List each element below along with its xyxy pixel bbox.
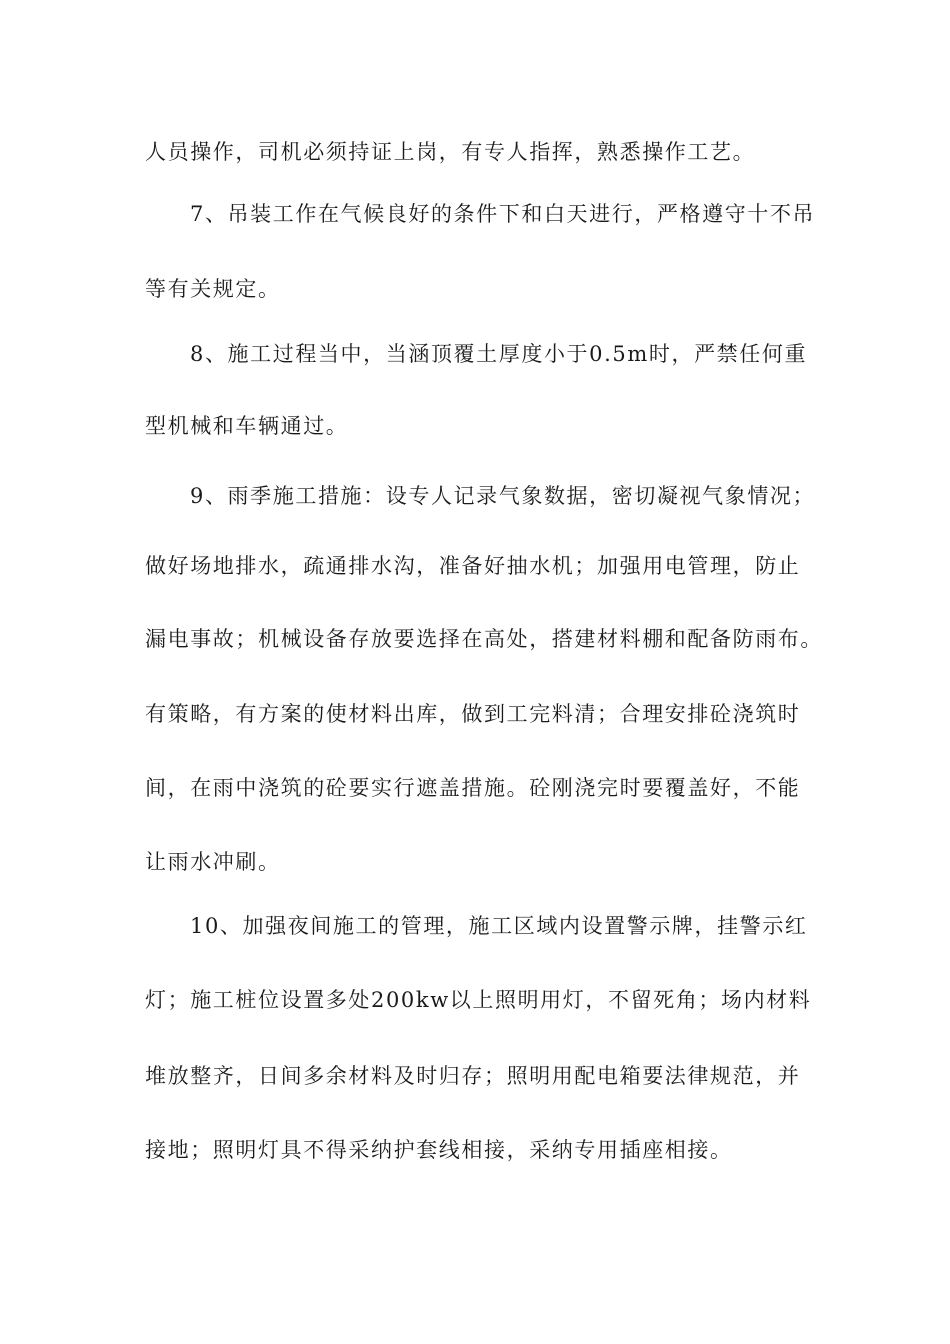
text-line-13: 灯；施工桩位设置多处200kw以上照明用灯，不留死角；场内材料 — [145, 988, 812, 1012]
text-line-11: 让雨水冲刷。 — [145, 850, 281, 874]
text-line-6: 9、雨季施工措施：设专人记录气象数据，密切凝视气象情况； — [190, 484, 816, 508]
text-line-4: 8、施工过程当中，当涵顶覆土厚度小于0.5m时，严禁任何重 — [190, 342, 808, 366]
text-line-3: 等有关规定。 — [145, 277, 281, 301]
text-line-8: 漏电事故；机械设备存放要选择在高处，搭建材料棚和配备防雨布。 — [145, 627, 823, 651]
text-line-7: 做好场地排水，疏通排水沟，准备好抽水机；加强用电管理，防止 — [145, 554, 801, 578]
text-line-5: 型机械和车辆通过。 — [145, 414, 349, 438]
text-line-1: 人员操作，司机必须持证上岗，有专人指挥，熟悉操作工艺。 — [145, 140, 756, 164]
text-line-10: 间，在雨中浇筑的砼要实行遮盖措施。砼刚浇完时要覆盖好，不能 — [145, 776, 801, 800]
text-line-14: 堆放整齐，日间多余材料及时归存；照明用配电箱要法律规范，并 — [145, 1064, 801, 1088]
text-line-15: 接地；照明灯具不得采纳护套线相接，采纳专用插座相接。 — [145, 1138, 733, 1162]
text-line-9: 有策略，有方案的使材料出库，做到工完料清；合理安排砼浇筑时 — [145, 702, 801, 726]
text-line-12: 10、加强夜间施工的管理，施工区域内设置警示牌，挂警示红 — [190, 914, 808, 938]
text-line-2: 7、吊装工作在气候良好的条件下和白天进行，严格遵守十不吊 — [190, 202, 816, 226]
